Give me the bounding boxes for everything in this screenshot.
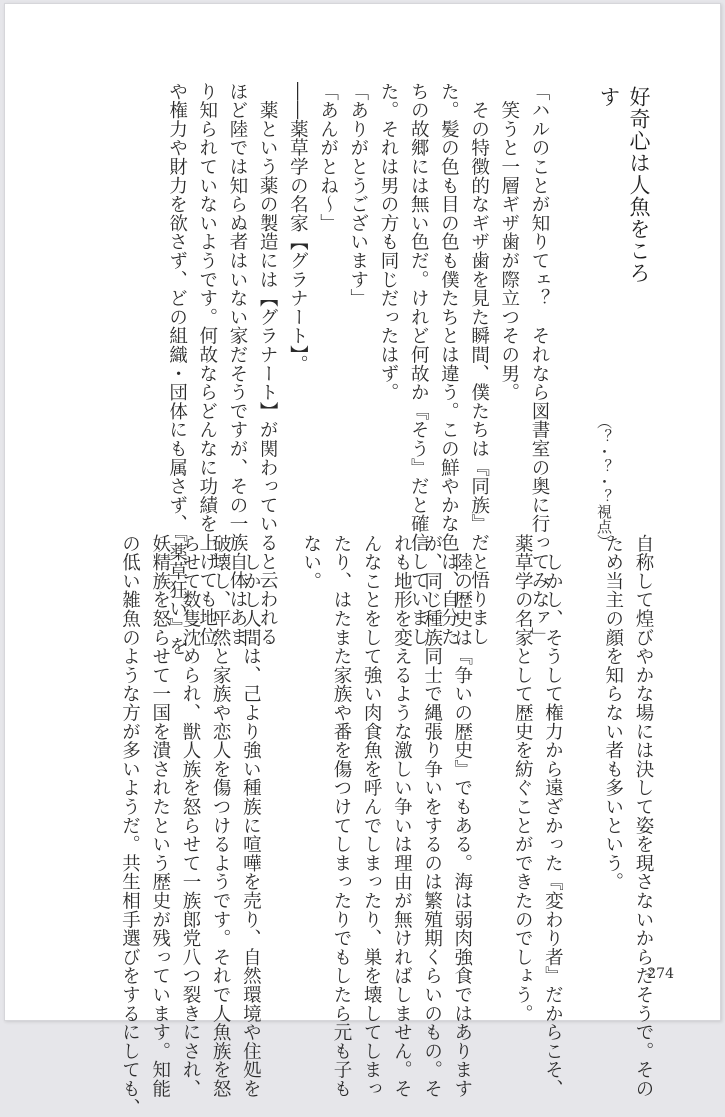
text-line: が、同じ種族同士で縄張り争いをするのは繁殖期くらいのもの。そ <box>421 534 443 1098</box>
text-line: しかし人間は、己より強い種族に喧嘩を売り、自然環境や住処を <box>240 534 262 1098</box>
text-line: れも地形を変えるような激しい争いは理由が無ければしません。そ <box>391 534 413 1098</box>
text-line: たり、はたまた家族や番を傷つけてしまったりでもしたら元も子も <box>330 534 352 1098</box>
blank-line <box>477 534 507 959</box>
text-block-bottom <box>114 534 658 1117</box>
text-block-top <box>161 82 554 656</box>
text-line: 笑うと一層ギザ歯が際立つその男。 <box>498 82 520 402</box>
text-line: その特徴的なギザ歯を見た瞬間、僕たちは『同族』だと悟りまし <box>468 82 490 646</box>
page-number: 274 <box>647 966 674 982</box>
text-line: ない。 <box>300 534 322 591</box>
text-line: ちの故郷には無い色だ。けれど何故か『そう』だと確信していまし <box>408 82 430 646</box>
text-line: しかし、そうして権力から遠ざかった『変わり者』だからこそ、 <box>542 534 564 1098</box>
text-line: んなことをして強い肉食魚を呼んでしまったり、巣を壊してしまっ <box>361 534 383 1098</box>
text-line: 薬という薬の製造には【グラナート】が関わっていると云われる <box>257 82 279 646</box>
text-line: ため当主の顔を知らない者も多いという。 <box>602 534 624 892</box>
text-line: 薬草学の名家として歴史を紡ぐことができたのでしょう。 <box>512 534 534 1023</box>
book-page <box>4 3 721 1117</box>
text-line: 破壊し、平然と家族や恋人を傷つけるようです。それで人魚族を怒 <box>210 534 232 1098</box>
text-line: 陸の歴史は『争いの歴史』でもある。海は弱肉強食ではあります <box>451 534 473 1098</box>
text-line: らせて数隻沈められ、獣人族を怒らせて一族郎党八つ裂きにされ、 <box>179 534 201 1098</box>
text-line: 妖精族を怒らせて一国を潰されたという歴史が残っています。知能 <box>149 534 171 1098</box>
text-line: や権力や財力を欲さず、どの組織・団体にも属さず、『薬草狂い』を <box>166 82 188 656</box>
text-line: 「ハルのことが知りてェ？ それなら図書室の奥に行ってみなァ」 <box>529 82 550 646</box>
text-line: 「ありがとうございます」 <box>347 82 369 308</box>
text-line: り知られていないようです。何故ならどんなに功績を上げても地位 <box>196 82 218 646</box>
pov-label: （？・？・？視点） <box>595 414 613 549</box>
blank-line <box>265 534 295 959</box>
chapter-title: 好奇心は人魚をころす <box>597 86 651 284</box>
text-line: 「あんがとね～」 <box>317 82 339 233</box>
text-line: た。それは男の方も同じだったはず。 <box>377 82 399 402</box>
text-line: ほど陸では知らぬ者はいない家だそうですが、その一族自体はあま <box>226 82 248 646</box>
text-line: ――薬草学の名家【グラナート】。 <box>287 82 309 374</box>
text-line: 自称して煌びやかな場には決して姿を現さないからだそうで。その <box>633 534 654 1098</box>
blank-line <box>567 534 597 959</box>
text-line: の低い雑魚のような方が多いようだ。共生相手選びをするにしても、 <box>119 534 141 1117</box>
text-line: た。髪の色も目の色も僕たちとは違う。この鮮やかな色は、自分た <box>438 82 460 646</box>
